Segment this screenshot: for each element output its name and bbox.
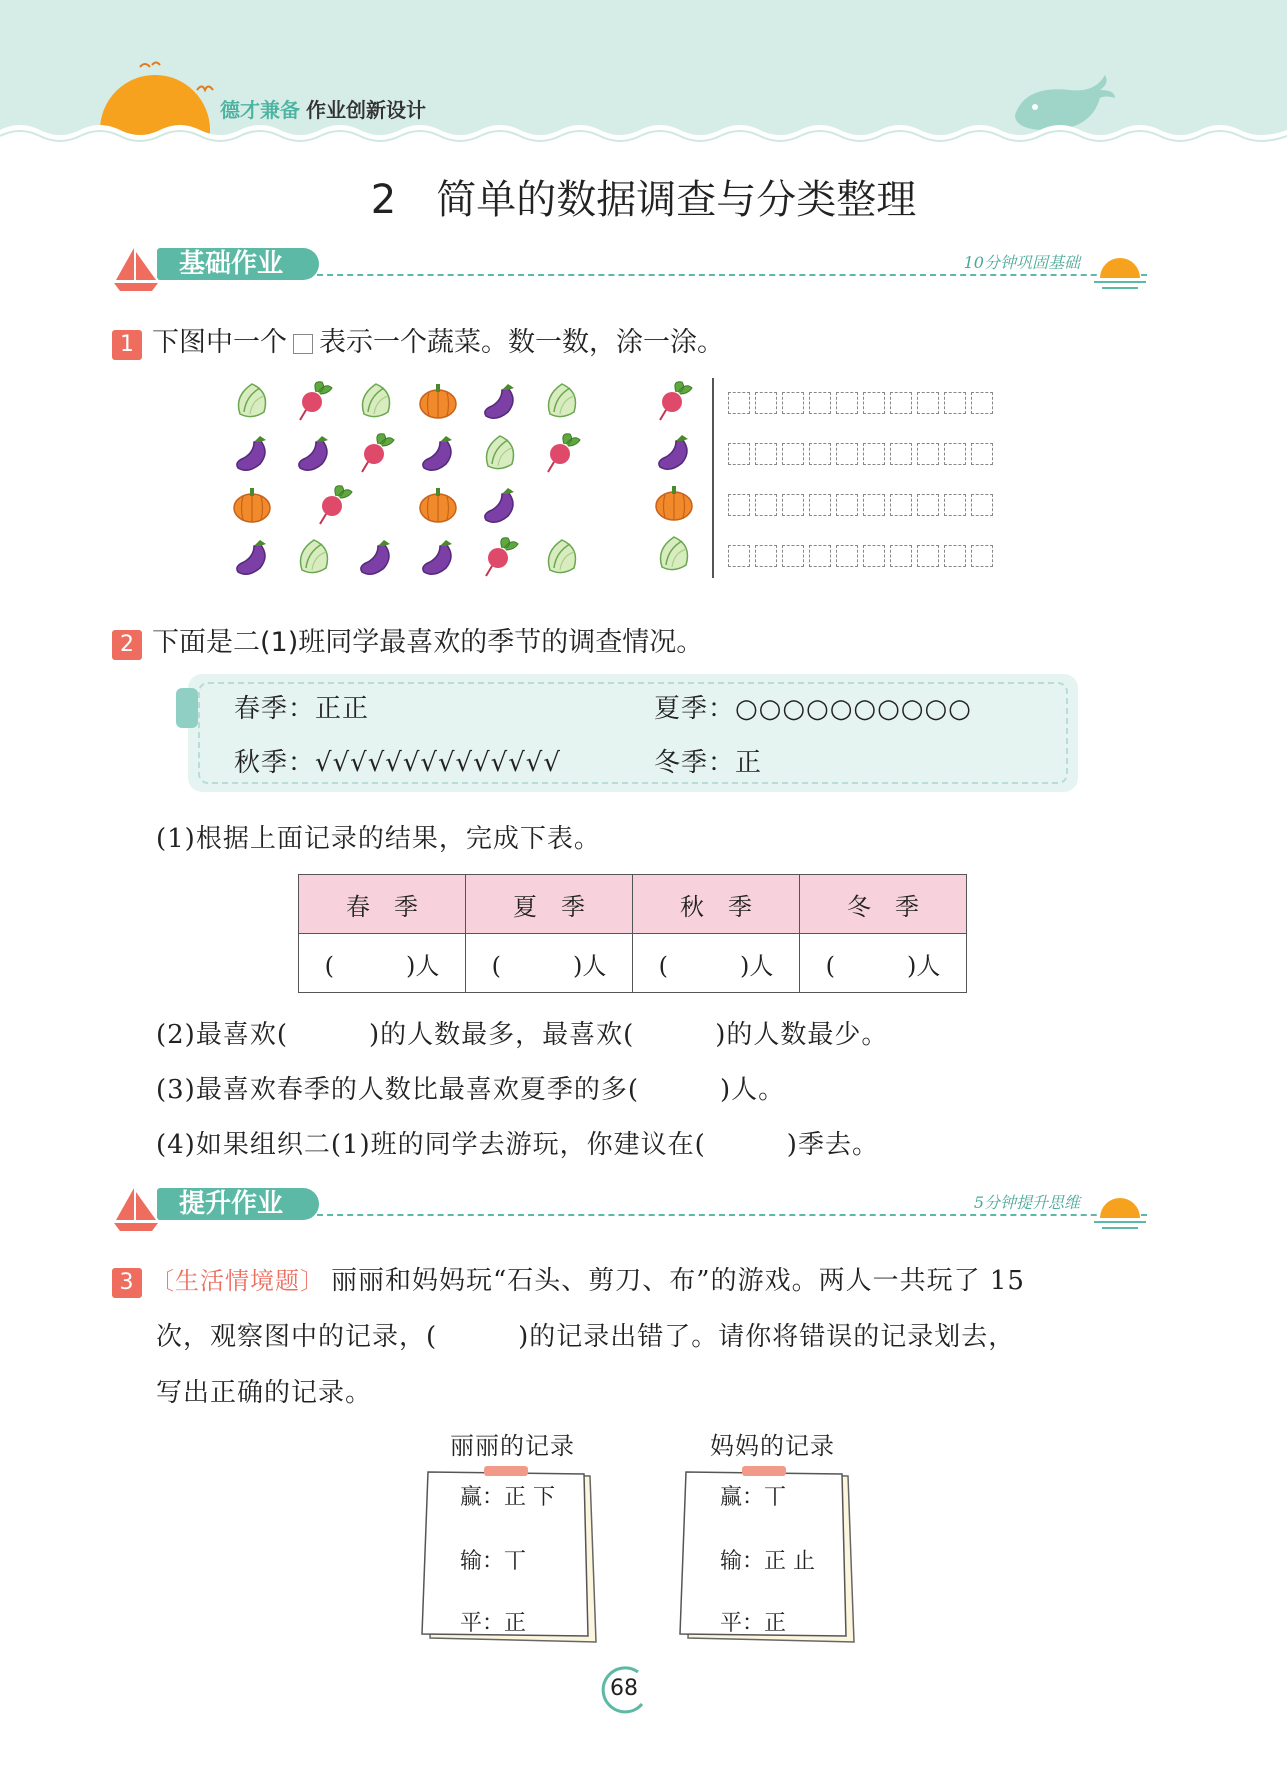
question-text: 丽丽和妈妈玩“石头、剪刀、布”的游戏。两人一共玩了 15 [331,1266,1025,1296]
table-header-spring: 春 季 [299,875,466,934]
coloring-box[interactable] [971,494,993,516]
coloring-box[interactable] [755,392,777,414]
coloring-grid[interactable] [728,392,1028,582]
coloring-box[interactable] [755,494,777,516]
tally-autumn: 秋季：√√√√√√√√√√√√√√ [234,748,561,778]
table-header-autumn: 秋 季 [633,875,800,934]
sub-question-4[interactable]: (4)如果组织二(1)班的同学去游玩，你建议在( )季去。 [156,1130,879,1160]
question-text: 下图中一个 [152,327,287,358]
sailboat-icon [112,1184,162,1234]
sub-question-1: (1)根据上面记录的结果，完成下表。 [156,824,601,854]
coloring-box[interactable] [917,443,939,465]
legend-box-icon [293,334,313,354]
coloring-box[interactable] [890,392,912,414]
coloring-box[interactable] [863,545,885,567]
coloring-box[interactable] [863,494,885,516]
question-text[interactable]: 次，观察图中的记录，( )的记录出错了。请你将错误的记录划去， [156,1322,1016,1352]
mom-win: 赢：丅 [720,1485,787,1510]
coloring-box[interactable] [782,443,804,465]
coloring-box[interactable] [755,443,777,465]
question-text: 下面是二(1)班同学最喜欢的季节的调查情况。 [152,627,704,658]
coloring-box[interactable] [782,494,804,516]
tally-panel [188,674,1078,792]
coloring-box[interactable] [971,392,993,414]
lili-draw: 平：正 [460,1611,527,1636]
lili-win: 赢：正 下 [460,1485,555,1510]
coloring-row-eggplant[interactable] [728,443,998,467]
tally-summer: 夏季：○○○○○○○○○○ [654,694,972,724]
bird-icon [195,80,215,96]
section-divider [307,274,1147,276]
coloring-box[interactable] [944,443,966,465]
coloring-row-cabbage[interactable] [728,545,998,569]
coloring-box[interactable] [944,392,966,414]
tally-spring: 春季：正正 [234,694,370,724]
question-number: 3 [112,1268,142,1298]
page-title: 2 简单的数据调查与分类整理 [370,177,917,223]
answer-cell-summer[interactable]: ( )人 [466,934,633,993]
coloring-box[interactable] [944,545,966,567]
answer-cell-autumn[interactable]: ( )人 [633,934,800,993]
brand-part2: 作业创新设计 [306,98,426,122]
answer-cell-winter[interactable]: ( )人 [800,934,967,993]
mom-draw: 平：正 [720,1611,787,1636]
coloring-box[interactable] [728,392,750,414]
coloring-box[interactable] [809,494,831,516]
coloring-row-radish[interactable] [728,392,998,416]
coloring-box[interactable] [809,443,831,465]
vegetable-field [230,378,590,583]
coloring-box[interactable] [782,545,804,567]
section-basic [112,244,1150,294]
coloring-box[interactable] [728,494,750,516]
coloring-box[interactable] [890,494,912,516]
mom-lose: 输：正 止 [720,1549,815,1574]
section-divider [307,1214,1147,1216]
answer-cell-spring[interactable]: ( )人 [299,934,466,993]
question-text: 写出正确的记录。 [156,1378,373,1408]
brand-part1: 德才兼备 [220,98,300,122]
coloring-box[interactable] [971,545,993,567]
coloring-box[interactable] [863,443,885,465]
lili-lose: 输：丅 [460,1549,527,1574]
coloring-box[interactable] [755,545,777,567]
question-2 [112,620,703,660]
coloring-box[interactable] [782,392,804,414]
sub-question-3[interactable]: (3)最喜欢春季的人数比最喜欢夏季的多( )人。 [156,1075,786,1105]
question-number: 2 [112,630,142,660]
section-advanced-label: 提升作业 [157,1188,319,1220]
sunset-icon [1090,244,1150,294]
vegetable-legend [652,378,712,583]
tally-tab [176,688,198,728]
coloring-box[interactable] [836,494,858,516]
question-number: 1 [112,330,142,360]
question-tag: 〔生活情境题〕 [150,1267,325,1295]
table-header-winter: 冬 季 [800,875,967,934]
coloring-box[interactable] [917,494,939,516]
tally-winter: 冬季：正 [654,748,763,778]
coloring-row-pumpkin[interactable] [728,494,998,518]
section-advanced-note: 5分钟提升思维 [973,1193,1080,1212]
coloring-box[interactable] [728,545,750,567]
notebook-title-mom: 妈妈的记录 [710,1432,835,1460]
legend-divider [712,378,714,578]
coloring-box[interactable] [836,443,858,465]
coloring-box[interactable] [836,392,858,414]
coloring-box[interactable] [836,545,858,567]
header-wave [0,112,1287,152]
sub-question-2[interactable]: (2)最喜欢( )的人数最多，最喜欢( )的人数最少。 [156,1020,889,1050]
section-basic-note: 10分钟巩固基础 [963,253,1080,272]
coloring-box[interactable] [809,545,831,567]
coloring-box[interactable] [971,443,993,465]
coloring-box[interactable] [917,392,939,414]
coloring-box[interactable] [809,392,831,414]
question-3 [112,1260,1025,1298]
notebook-title-lili: 丽丽的记录 [450,1432,575,1460]
coloring-box[interactable] [890,443,912,465]
coloring-box[interactable] [917,545,939,567]
season-table [298,874,967,993]
page-number: 68 [610,1676,638,1701]
sunset-icon [1090,1184,1150,1234]
sailboat-icon [112,244,162,294]
section-basic-label: 基础作业 [157,248,319,280]
question-text: 表示一个蔬菜。数一数，涂一涂。 [319,327,724,358]
coloring-box[interactable] [944,494,966,516]
coloring-box[interactable] [728,443,750,465]
table-header-summer: 夏 季 [466,875,633,934]
coloring-box[interactable] [890,545,912,567]
section-advanced [112,1184,1150,1234]
question-1 [112,320,724,360]
coloring-box[interactable] [863,392,885,414]
